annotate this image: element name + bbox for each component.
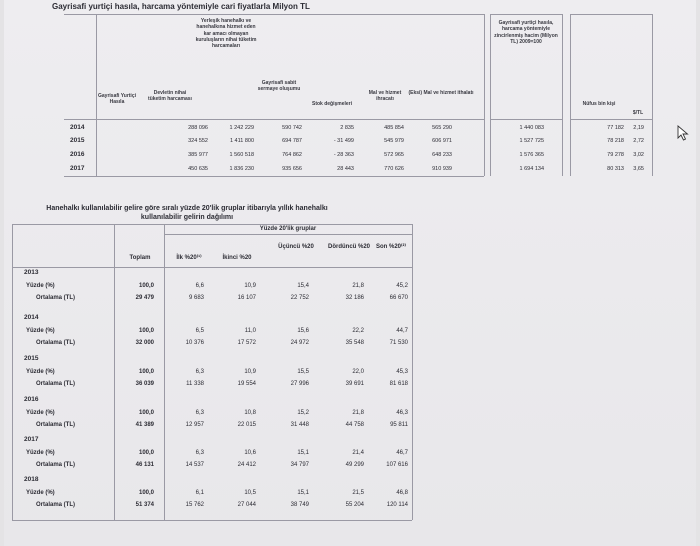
table1-title: Gayrisafi yurtiçi hasıla, harcama yöntemiyle cari fiyatlarla Milyon TL — [52, 2, 310, 11]
table1-cell-devlet: 385 977 — [188, 152, 208, 158]
table1-cell-sabit: 590 742 — [282, 125, 302, 131]
table1-vline — [484, 14, 485, 176]
table2-cell-ortalama: 46 131 — [135, 462, 154, 468]
header-ihracat: Mal ve hizmet ihracatı — [368, 90, 402, 103]
table1-cell-devlet: 288 096 — [188, 125, 208, 131]
table2-cell-ortalama: 14 537 — [185, 462, 204, 468]
table2-year: 2017 — [24, 436, 39, 443]
table2-cell-ortalama: 51 374 — [135, 502, 154, 508]
table1b-header-border — [490, 119, 562, 120]
table2-cell-yuzde: 15,4 — [297, 283, 309, 289]
table1-cell-ithalat: 910 939 — [432, 166, 452, 172]
table2-row-label-ortalama: Ortalama (TL) — [36, 502, 76, 508]
table1-cell-sabit: 694 787 — [282, 138, 302, 144]
table2-cell-yuzde: 15,1 — [297, 490, 309, 496]
table2-cell-yuzde: 6,3 — [195, 369, 204, 375]
table2-year: 2013 — [24, 269, 39, 276]
table2-row-label-yuzde: Yüzde (%) — [26, 450, 55, 456]
table2-row-label-yuzde: Yüzde (%) — [26, 328, 55, 334]
table2-cell-yuzde: 46,7 — [396, 450, 408, 456]
table1-cell-sabit: 764 862 — [282, 152, 302, 158]
table2-cell-ortalama: 10 376 — [185, 340, 204, 346]
table1-cell-nufus: 78 218 — [607, 138, 624, 144]
table1-cell-devlet: 450 635 — [188, 166, 208, 172]
table2-cell-yuzde: 15,5 — [297, 369, 309, 375]
table2-cell-ortalama: 120 114 — [386, 502, 408, 508]
table2-title-line2: kullanılabilir gelirin dağılımı — [140, 214, 234, 222]
table2-cell-yuzde: 100,0 — [138, 490, 154, 496]
table2-cell-ortalama: 17 572 — [237, 340, 256, 346]
table2-cell-yuzde: 22,2 — [352, 328, 364, 334]
table2-group-border — [164, 234, 412, 235]
table2-bottom-border — [12, 520, 412, 521]
table2-cell-ortalama: 107 616 — [386, 462, 408, 468]
table1-cell-nufus: 80 313 — [607, 166, 624, 172]
table2-cell-ortalama: 36 039 — [135, 381, 154, 387]
table2-cell-ortalama: 16 107 — [237, 295, 256, 301]
table1-cell-nufus: 77 182 — [607, 125, 624, 131]
table2-cell-yuzde: 10,9 — [244, 283, 256, 289]
table1-cell-kur: 2,72 — [633, 138, 644, 144]
table2-cell-yuzde: 44,7 — [396, 328, 408, 334]
table2-cell-yuzde: 15,6 — [297, 328, 309, 334]
table2-cell-ortalama: 44 758 — [345, 422, 364, 428]
table1-cell-zincir: 1 440 083 — [519, 125, 544, 131]
table2-cell-yuzde: 21,8 — [352, 410, 364, 416]
header-ucuncu20: Üçüncü %20 — [278, 244, 314, 250]
table2-cell-ortalama: 32 000 — [135, 340, 154, 346]
table2-cell-yuzde: 11,0 — [244, 328, 256, 334]
header-nufus: Nüfus bin kişi — [582, 101, 616, 107]
header-ilk20: İlk %20⁽¹⁾ — [176, 255, 202, 261]
table2-cell-yuzde: 6,5 — [195, 328, 204, 334]
table1-row-year: 2017 — [70, 165, 85, 172]
table2-cell-yuzde: 100,0 — [138, 450, 154, 456]
table1-cell-ihracat: 770 626 — [384, 166, 404, 172]
table1-row-year: 2016 — [70, 151, 85, 158]
header-zincirlenmis-hacim: Gayrisafi yurtiçi hasıla, harcama yöntemiyle zincirlenmiş hacim (Milyon TL) 2009=100 — [494, 20, 558, 45]
table2-cell-ortalama: 9 683 — [188, 295, 204, 301]
table2-cell-ortalama: 41 389 — [135, 422, 154, 428]
table2-year: 2014 — [24, 314, 39, 321]
table1b-top-border — [490, 14, 562, 15]
table1-cell-ihracat: 545 979 — [384, 138, 404, 144]
header-hanehalki: Yerleşik hanehalkı ve hanehalkına hizmet eden kar amacı olmayan kuruluşların nihai tüketim harcamaları — [195, 18, 257, 49]
table2-cell-ortalama: 22 015 — [237, 422, 256, 428]
table2-cell-ortalama: 27 996 — [290, 381, 309, 387]
table2-cell-ortalama: 12 957 — [185, 422, 204, 428]
table2-cell-ortalama: 19 554 — [237, 381, 256, 387]
table2-row-label-yuzde: Yüzde (%) — [26, 490, 55, 496]
table2-cell-ortalama: 81 618 — [389, 381, 408, 387]
table2-title — [22, 204, 352, 222]
table2-cell-yuzde: 100,0 — [138, 410, 154, 416]
table1c-top-border — [570, 14, 652, 15]
table2-cell-ortalama: 29 479 — [135, 295, 154, 301]
table2-cell-ortalama: 24 412 — [237, 462, 256, 468]
table2-cell-ortalama: 55 204 — [345, 502, 364, 508]
table2-cell-ortalama: 49 299 — [345, 462, 364, 468]
table2-cell-ortalama: 39 691 — [345, 381, 364, 387]
table2-cell-yuzde: 100,0 — [138, 283, 154, 289]
table2-cell-ortalama: 66 670 — [389, 295, 408, 301]
table2-row-label-ortalama: Ortalama (TL) — [36, 462, 76, 468]
table2-cell-ortalama: 27 044 — [237, 502, 256, 508]
table2-row-label-yuzde: Yüzde (%) — [26, 283, 55, 289]
table2-cell-ortalama: 31 448 — [290, 422, 309, 428]
table1-cell-stok: 28 443 — [337, 166, 354, 172]
table1c-vline — [652, 14, 653, 176]
table1-cell-ihracat: 485 854 — [384, 125, 404, 131]
mouse-pointer-icon — [677, 125, 689, 141]
table1-cell-devlet: 324 552 — [188, 138, 208, 144]
table1-cell-ihracat: 572 965 — [384, 152, 404, 158]
header-stok: Stok değişmeleri — [311, 101, 352, 107]
header-gsyh: Gayrisafi Yurtiçi Hasıla — [98, 93, 136, 106]
header-dorduncu20: Dördüncü %20 — [327, 244, 370, 250]
table2-row-label-yuzde: Yüzde (%) — [26, 410, 55, 416]
table1b-vline — [490, 14, 491, 176]
table2-cell-yuzde: 6,3 — [195, 450, 204, 456]
table2-cell-yuzde: 45,2 — [396, 283, 408, 289]
table2-cell-ortalama: 15 762 — [185, 502, 204, 508]
table2-year: 2018 — [24, 476, 39, 483]
table2-cell-yuzde: 15,2 — [297, 410, 309, 416]
table2-cell-ortalama: 32 186 — [345, 295, 364, 301]
table1-cell-ithalat: 606 971 — [432, 138, 452, 144]
table2-title-line1: Hanehalkı kullanılabilir gelire göre sıralı yüzde 20'lik gruplar itibarıyla yıllık hanehalkı — [46, 205, 328, 212]
table1-header-border — [64, 119, 484, 120]
table1-row-year: 2014 — [70, 124, 85, 131]
table2-year: 2016 — [24, 396, 39, 403]
table2-cell-ortalama: 38 749 — [290, 502, 309, 508]
table2-cell-yuzde: 21,4 — [352, 450, 364, 456]
table2-cell-yuzde: 10,6 — [244, 450, 256, 456]
table2-vline — [412, 224, 413, 520]
table1-cell-hane: 1 836 230 — [229, 166, 254, 172]
table2-cell-yuzde: 6,3 — [195, 410, 204, 416]
table2-header-border — [12, 267, 412, 268]
table1b-vline — [562, 14, 563, 176]
table1-cell-ithalat: 565 290 — [432, 125, 452, 131]
table1-top-border — [64, 14, 484, 15]
table1-cell-sabit: 935 656 — [282, 166, 302, 172]
table1-cell-hane: 1 242 229 — [229, 125, 254, 131]
table2-cell-yuzde: 21,8 — [352, 283, 364, 289]
table1-cell-ithalat: 648 233 — [432, 152, 452, 158]
table2-cell-yuzde: 46,3 — [396, 410, 408, 416]
header-devlet: Devletin nihai tüketim harcaması — [148, 90, 192, 103]
table2-cell-yuzde: 15,1 — [297, 450, 309, 456]
table2-cell-yuzde: 100,0 — [138, 328, 154, 334]
table2-top-border — [12, 224, 412, 225]
header-son20: Son %20⁽²⁾ — [376, 244, 406, 250]
table2-cell-yuzde: 10,9 — [244, 369, 256, 375]
table2-year: 2015 — [24, 355, 39, 362]
header-toplam: Toplam — [129, 255, 151, 261]
table1-cell-kur: 3,65 — [633, 166, 644, 172]
table2-cell-yuzde: 6,1 — [195, 490, 204, 496]
table1-cell-zincir: 1 694 134 — [519, 166, 544, 172]
table1-cell-zincir: 1 576 365 — [519, 152, 544, 158]
table2-row-label-ortalama: Ortalama (TL) — [36, 422, 76, 428]
table1-cell-zincir: 1 527 725 — [519, 138, 544, 144]
table1-cell-stok: - 31 499 — [333, 138, 354, 144]
table2-cell-yuzde: 100,0 — [138, 369, 154, 375]
header-yuzde20-gruplar: Yüzde 20'lik gruplar — [259, 226, 317, 232]
table2-row-label-ortalama: Ortalama (TL) — [36, 381, 76, 387]
table2-cell-yuzde: 45,3 — [396, 369, 408, 375]
table2-cell-yuzde: 22,0 — [352, 369, 364, 375]
table1-cell-hane: 1 560 518 — [229, 152, 254, 158]
table2-row-label-ortalama: Ortalama (TL) — [36, 340, 76, 346]
table1-cell-stok: 2 835 — [340, 125, 354, 131]
document-page — [4, 0, 696, 546]
header-sabit-sermaye: Gayrisafi sabit sermaye oluşumu — [257, 80, 301, 93]
header-kur: $/TL — [632, 110, 644, 116]
table2-cell-ortalama: 71 530 — [389, 340, 408, 346]
table2-cell-yuzde: 46,8 — [396, 490, 408, 496]
table1-cell-stok: - 28 363 — [333, 152, 354, 158]
header-ithalat: (Eksi) Mal ve hizmet ithalatı — [408, 90, 474, 96]
table2-cell-ortalama: 35 548 — [345, 340, 364, 346]
table2-cell-ortalama: 95 811 — [390, 422, 408, 428]
table2-cell-ortalama: 11 338 — [186, 381, 204, 387]
header-ikinci20: İkinci %20 — [222, 255, 252, 261]
table2-cell-ortalama: 34 797 — [290, 462, 309, 468]
table1-bottom-border — [64, 176, 484, 177]
table1-cell-kur: 3,02 — [633, 152, 644, 158]
table1-row-year: 2015 — [70, 137, 85, 144]
table2-cell-yuzde: 6,6 — [195, 283, 204, 289]
table2-cell-yuzde: 10,8 — [244, 410, 256, 416]
table1c-vline — [570, 14, 571, 176]
table2-row-label-ortalama: Ortalama (TL) — [36, 295, 76, 301]
table2-row-label-yuzde: Yüzde (%) — [26, 369, 55, 375]
table1-cell-nufus: 79 278 — [607, 152, 624, 158]
table2-cell-ortalama: 24 972 — [290, 340, 309, 346]
table1c-header-border — [570, 119, 652, 120]
table2-vline — [12, 224, 13, 520]
table2-cell-ortalama: 22 752 — [290, 295, 309, 301]
table1-cell-hane: 1 411 800 — [229, 138, 254, 144]
table1-cell-kur: 2,19 — [633, 125, 644, 131]
table2-cell-yuzde: 10,5 — [244, 490, 256, 496]
table2-cell-yuzde: 21,5 — [352, 490, 364, 496]
